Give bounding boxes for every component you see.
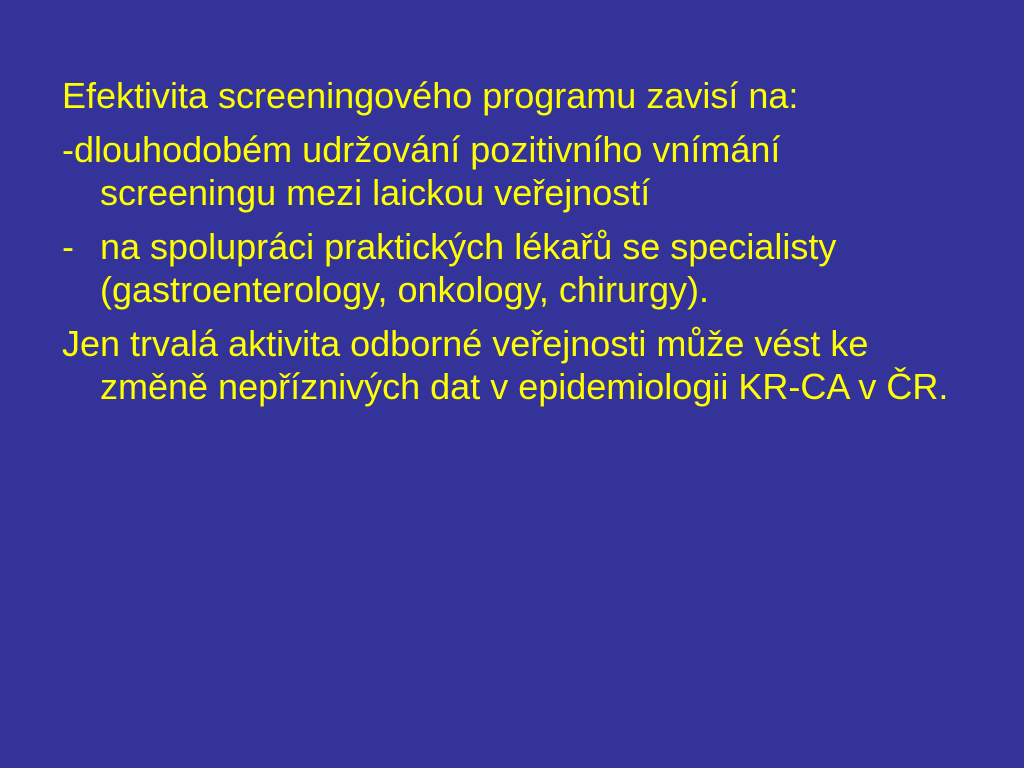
paragraph-long-term-maintenance: -dlouhodobém udržování pozitivního vnímání screeningu mezi laickou veřejností xyxy=(62,129,781,213)
bullet-cooperation-text: na spolupráci praktických lékařů se specialisty (gastroenterology, onkology, chirurgy). xyxy=(100,226,837,310)
paragraph-conclusion: Jen trvalá aktivita odborné veřejnosti může vést ke změně nepříznivých dat v epidemiologii KR-CA v ČR. xyxy=(62,323,949,407)
bullet-dash: - xyxy=(62,226,74,267)
bullet-cooperation xyxy=(62,225,964,311)
paragraph-effectiveness-intro: Efektivita screeningového programu zavisí na: xyxy=(62,75,799,116)
